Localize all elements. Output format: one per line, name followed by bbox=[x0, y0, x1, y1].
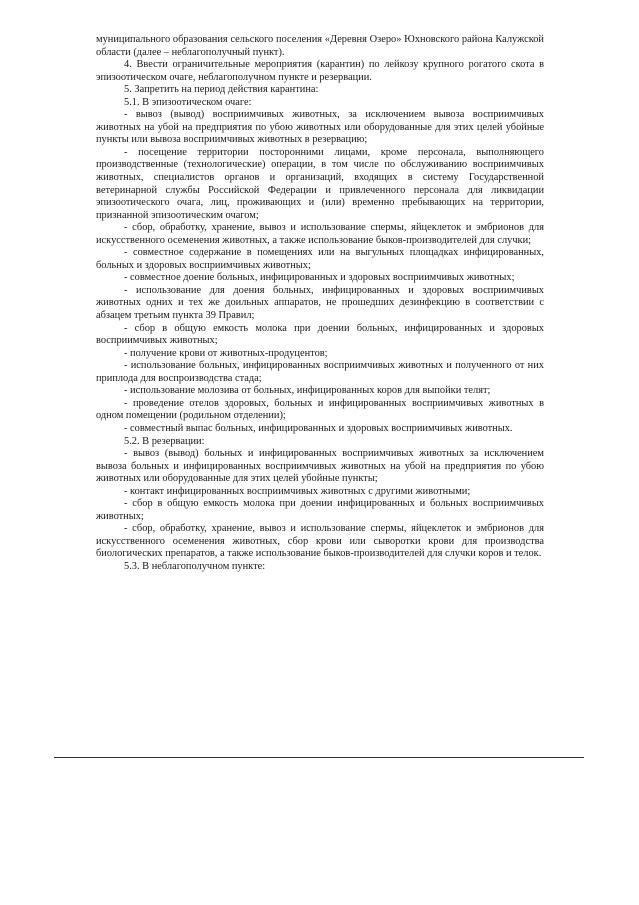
list-item: - совместный выпас больных, инфицированных и здоровых восприимчивых животных. bbox=[124, 422, 513, 434]
list-item: - сбор, обработку, хранение, вывоз и использование спермы, яйцеклеток и эмбрионов для искусственного осеменения животных, а также использование быков-производителей для случки; bbox=[96, 222, 544, 246]
list-item: - посещение территории посторонними лицами, кроме персонала, выполняющего производственные (технологические) операции, в том числе по обслуживанию восприимчивых животных, специалистов органов и организаций, входящих в систему Государственной ветеринарной службы Российской Федерации и привлеченного персонала для ликвидации эпизоотического очага, лиц, проживающих и (или) временно пребывающих на территории, признанной эпизоотическим очагом; bbox=[96, 146, 544, 221]
list-item: - получение крови от животных-продуцентов; bbox=[124, 347, 328, 359]
paragraph-item-5-1: 5.1. В эпизоотическом очаге: bbox=[124, 96, 252, 108]
list-item: - вывоз (вывод) больных и инфицированных восприимчивых животных за исключением вывоза больных и инфицированных восприимчивых животных на убой на предприятия по убою животных или оборудованные для этих целей убойные пункты; bbox=[96, 448, 544, 485]
paragraph-item-5: 5. Запретить на период действия карантина: bbox=[124, 84, 319, 96]
document-page bbox=[96, 34, 544, 574]
list-item: - сбор в общую емкость молока при доении инфицированных и больных восприимчивых животных; bbox=[96, 498, 544, 522]
list-item: - использование больных, инфицированных восприимчивых животных и полученного от них приплода для воспроизводства стада; bbox=[96, 360, 544, 384]
list-item: - совместное доение больных, инфицированных и здоровых восприимчивых животных; bbox=[124, 272, 515, 284]
list-item: - использование молозива от больных, инфицированных коров для выпойки телят; bbox=[124, 385, 491, 397]
list-item: - сбор, обработку, хранение, вывоз и использование спермы, яйцеклеток и эмбрионов для искусственного осеменения животных, сбор крови или сыворотки крови для производства биологических препаратов, а также использование быков-производителей для случки коров и телок. bbox=[96, 523, 544, 560]
paragraph-item-5-2: 5.2. В резервации: bbox=[124, 435, 205, 447]
list-item: - проведение отелов здоровых, больных и инфицированных восприимчивых животных в одном помещении (родильном отделении); bbox=[96, 397, 544, 422]
paragraph-item-5-3: 5.3. В неблагополучном пункте: bbox=[124, 560, 266, 572]
list-item: - использование для доения больных, инфицированных и здоровых восприимчивых животных одних и тех же доильных аппаратов, не прошедших дезинфекцию в соответствии с абзацем третьим пункта 39 Правил; bbox=[96, 284, 544, 322]
list-item: - вывоз (вывод) восприимчивых животных, за исключением вывоза восприимчивых животных на убой на предприятия по убою животных или оборудованные для этих целей убойные пункты или вывоза восприимчивых животных в резервацию; bbox=[96, 109, 544, 146]
footer-divider bbox=[54, 757, 584, 758]
paragraph-item-4: 4. Ввести ограничительные мероприятия (карантин) по лейкозу крупного рогатого скота в эпизоотическом очаге, неблагополучном пункте и резервации. bbox=[96, 59, 544, 83]
list-item: - контакт инфицированных восприимчивых животных с другими животными; bbox=[124, 485, 471, 497]
paragraph-municipality: муниципального образования сельского поселения «Деревня Озеро» Юхновского района Калужской области (далее – неблагополучный пункт). bbox=[96, 34, 544, 58]
list-item: - сбор в общую емкость молока при доении больных, инфицированных и здоровых восприимчивых животных; bbox=[96, 322, 544, 347]
list-item: - совместное содержание в помещениях или на выгульных площадках инфицированных, больных и здоровых восприимчивых животных; bbox=[96, 247, 544, 271]
